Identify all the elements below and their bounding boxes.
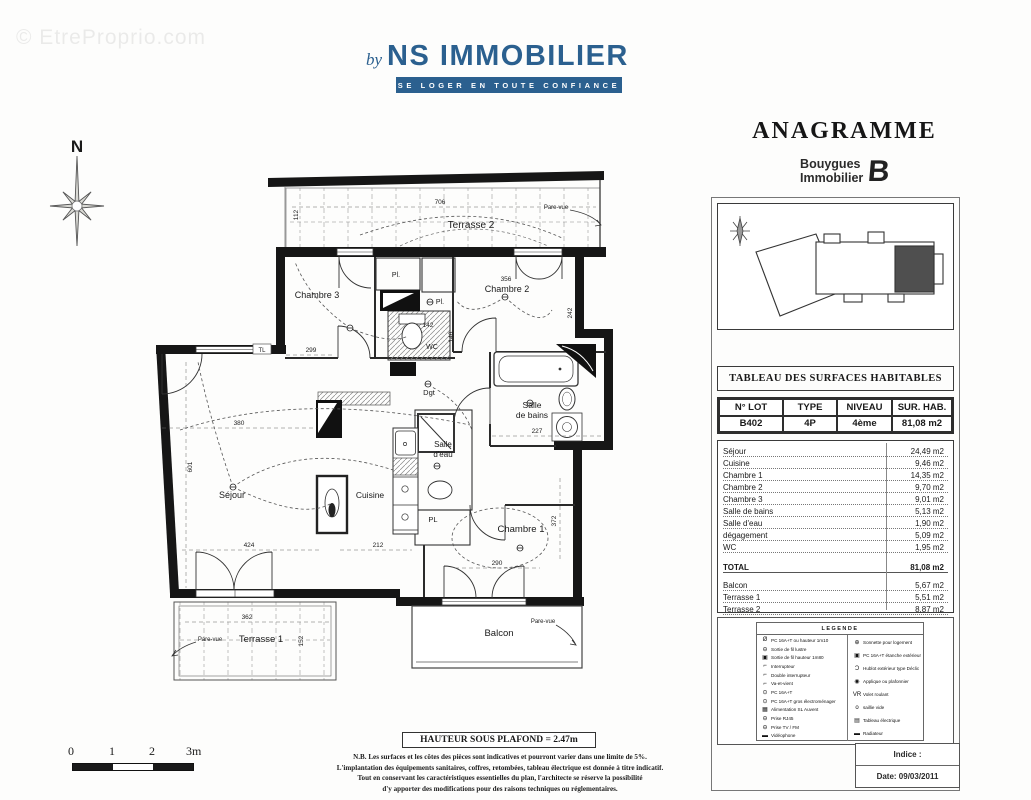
legend-symbol-icon: ◉: [854, 679, 860, 685]
table-row: WC 1,95 m2: [723, 541, 948, 553]
legend-item: ⌐ Double interrupteur: [759, 671, 847, 680]
room-label-sde-2: d'eau: [433, 450, 453, 459]
room-label-pl1: Pl.: [391, 272, 401, 279]
room-labels: [198, 205, 569, 645]
dim-380: 380: [233, 420, 245, 427]
room-label-dgt: Dgt: [423, 388, 435, 397]
lot-header-type: TYPE: [783, 399, 837, 416]
legend-symbol-icon: o: [855, 704, 859, 711]
table-row: Chambre 2 9,70 m2: [723, 481, 948, 493]
lot-value-type: 4P: [783, 416, 837, 433]
legend-symbol-icon: ▬: [854, 730, 860, 737]
legend-item: ◉ Applique ou plafonnier: [851, 675, 923, 688]
table-row: Terrasse 2 8,87 m2: [723, 603, 948, 615]
legend-box: [717, 617, 954, 745]
room-label-chambre3: Chambre 3: [294, 290, 340, 300]
indice-date-box: [855, 743, 960, 788]
room-label-wc: WC: [426, 344, 438, 351]
lot-value-surhab: 81,08 m2: [892, 416, 952, 433]
legend-item: o saillie vide: [851, 701, 923, 714]
room-label-sdb-1: Salle: [522, 400, 542, 410]
legend-symbol-icon: ⊕: [854, 640, 860, 646]
scale-tick-0: 0: [68, 744, 74, 758]
legend-item: ⊖ Sortie de fil lustre: [759, 645, 847, 654]
room-label-chambre2: Chambre 2: [484, 284, 530, 294]
dim-424: 424: [243, 542, 255, 549]
legend-item: ▬ Radiateur: [851, 727, 923, 740]
lot-table: [717, 397, 954, 434]
legend-symbol-icon: ⊙: [762, 698, 768, 705]
bouygues-immobilier-logo: [770, 155, 920, 188]
dim-299: 299: [305, 347, 317, 354]
surface-table-title: TABLEAU DES SURFACES HABITABLES: [717, 366, 954, 391]
lot-value-num: B402: [719, 416, 783, 433]
legend-symbol-icon: VR: [852, 691, 862, 698]
door-swings: [162, 256, 562, 598]
legend-symbol-icon: ▤: [854, 718, 860, 724]
lot-header-niveau: NIVEAU: [837, 399, 892, 416]
pare-vue-top: Pare-vue: [543, 205, 569, 211]
compass-center: [72, 201, 82, 211]
table-row: Terrasse 1 5,51 m2: [723, 591, 948, 603]
key-plan-box: [717, 203, 954, 330]
legend-symbol-icon: ⊖: [762, 724, 768, 731]
pare-vue-left: Pare-vue: [197, 637, 223, 643]
legend-symbol-icon: ▣: [762, 655, 768, 662]
legend-item: VR Volet roulant: [852, 691, 889, 698]
indice-label: Indice :: [856, 744, 959, 766]
dim-142: 142: [422, 322, 434, 329]
room-label-sde-1: Salle: [434, 440, 452, 449]
disclaimer-notes: [300, 752, 700, 795]
note-line: L'implantation des équipements sanitaires, coffres, retombées, tableau électrique est donnée à titre indicatif.: [336, 763, 664, 772]
legend-item: ⊙ PC 16A+T: [759, 688, 847, 697]
compass-rose: [20, 134, 136, 250]
legend-symbol-icon: ⌐: [763, 672, 767, 679]
room-label-sdb-2: de bains: [515, 410, 549, 420]
dim-227: 227: [531, 428, 543, 435]
legend-symbol-icon: ⊖: [762, 716, 768, 723]
wc-toilet: [402, 323, 422, 349]
logo-by: by: [366, 50, 383, 69]
table-row-total: TOTAL 81,08 m2: [723, 560, 948, 573]
scale-tick-1: 1: [109, 744, 115, 758]
tl-label: TL: [258, 348, 266, 354]
dim-212: 212: [372, 542, 384, 549]
legend-symbol-icon: ▦: [762, 707, 768, 714]
date-label: Date: 09/03/2011: [876, 772, 939, 781]
legend-item: ▦ Alimentation SL Auvent: [759, 706, 847, 715]
legend-symbol-icon: ⊙: [762, 689, 768, 696]
floor-plan-drawing: [148, 168, 672, 700]
legend-inner: [756, 622, 924, 741]
legend-symbol-icon: Ɔ: [854, 665, 860, 672]
lot-header-surhab: SUR. HAB.: [892, 399, 952, 416]
table-row: Salle de bains 5,13 m2: [723, 505, 948, 517]
legend-symbol-icon: ⌐: [763, 663, 767, 670]
legend-left-column: [757, 635, 848, 741]
anagramme-brand: ANAGRAMME: [752, 118, 937, 144]
room-label-terrasse1: Terrasse 1: [238, 634, 284, 645]
table-row: Balcon 5,67 m2: [723, 579, 948, 591]
terrace2-area: [286, 188, 600, 248]
legend-item: ⊙ PC 16A+T gros électroménager: [759, 697, 847, 706]
table-row: Cuisine 9,46 m2: [723, 457, 948, 469]
legend-item: ⊖ Prise RJ45: [759, 714, 847, 723]
dim-372: 372: [551, 515, 558, 527]
legend-item: ▬ Vidéophone: [759, 732, 847, 741]
key-plan-drawing: [718, 204, 953, 328]
dim-290: 290: [491, 560, 503, 567]
legend-item: ▣ Sortie de fil hauteur 1m80: [759, 653, 847, 662]
logo-tagline: SE LOGER EN TOUTE CONFIANCE: [396, 77, 622, 93]
note-line: N.B. Les surfaces et les côtes des pièces sont indicatives et pourront varier dans une limite de 5%.: [353, 753, 647, 761]
room-label-terrasse2: Terrasse 2: [447, 220, 495, 231]
lot-header-num: N° LOT: [719, 399, 783, 416]
building-footprint: [756, 232, 943, 316]
room-label-sejour: Séjour: [218, 490, 246, 500]
table-row: Salle d'eau 1,90 m2: [723, 517, 948, 529]
legend-item: ▤ Tableau électrique: [851, 714, 923, 727]
lot-value-niveau: 4ème: [837, 416, 892, 433]
legend-symbol-icon: Ø: [762, 637, 768, 644]
watermark: © EtreProprio.com: [16, 26, 207, 49]
duct: [390, 362, 416, 376]
dim-112: 112: [293, 209, 300, 221]
note-line: d'y apporter des modifications pour des raisons techniques ou réglementaires.: [382, 784, 618, 793]
dim-706: 706: [434, 199, 446, 206]
room-label-balcon: Balcon: [484, 628, 514, 639]
legend-item: Ɔ Hublot extérieur type Déclic: [851, 662, 923, 675]
table-row: Chambre 3 9,01 m2: [723, 493, 948, 505]
legend-symbol-icon: ▬: [762, 732, 768, 739]
legend-item: ⌐ Interrupteur: [759, 662, 847, 671]
legend-symbol-icon: ⊖: [762, 646, 768, 653]
dim-146: 146: [448, 331, 455, 343]
room-label-pl3: PL: [428, 515, 438, 524]
room-label-cuisine: Cuisine: [355, 490, 385, 500]
scale-bar: [66, 744, 206, 778]
bathroom-fixtures: [494, 344, 596, 441]
legend-symbol-icon: ⌐: [763, 680, 767, 687]
scale-bar-segments: [72, 763, 194, 771]
table-row: Séjour 24,49 m2: [723, 445, 948, 457]
legend-item: ⊖ Prise TV / FM: [759, 723, 847, 732]
table-row: dégagement 5,09 m2: [723, 529, 948, 541]
legend-item: Ø PC 16A+T ou hauteur 1m10: [759, 636, 847, 645]
scale-tick-3: 3m: [186, 744, 202, 758]
developer-line2: Immobilier: [800, 170, 864, 185]
surfaces-divider: [886, 443, 887, 610]
legend-right-column: [848, 635, 923, 741]
dim-356: 356: [500, 276, 512, 283]
dim-242: 242: [567, 307, 574, 319]
legend-item: ⊕ Sonnette pour logement: [851, 636, 923, 649]
key-plan-compass: [730, 216, 750, 246]
table-row: Chambre 1 14,35 m2: [723, 469, 948, 481]
legend-item: ▣ PC 16A+T étanche extérieur: [851, 649, 923, 662]
ns-immobilier-logo: [366, 40, 629, 93]
legend-title: LEGENDE: [757, 623, 923, 635]
windows: [196, 249, 562, 606]
bouygues-b-icon: B: [866, 155, 892, 188]
legend-item: ⌐ Va-et-vient: [759, 679, 847, 688]
developer-line1: Bouygues: [800, 157, 861, 172]
room-label-chambre1: Chambre 1: [497, 524, 545, 535]
wc-cistern: [399, 314, 425, 324]
ceiling-lights: [230, 294, 533, 551]
ceiling-height-note: HAUTEUR SOUS PLAFOND = 2.47m: [402, 732, 596, 748]
room-label-pl2: Pl.: [435, 299, 445, 306]
surfaces-table: [717, 440, 954, 613]
note-line: Tout en conservant les caractéristiques essentielles du plan, l'architecte se réserve la possibilité: [357, 774, 643, 783]
logo-name: NS IMMOBILIER: [387, 40, 629, 72]
pare-vue-right: Pare-vue: [530, 619, 556, 625]
dim-601: 601: [187, 461, 194, 473]
window-midlines: [196, 252, 562, 602]
compass-north-label: N: [70, 137, 84, 156]
legend-symbol-icon: ▣: [854, 653, 860, 659]
scale-tick-2: 2: [149, 744, 155, 758]
